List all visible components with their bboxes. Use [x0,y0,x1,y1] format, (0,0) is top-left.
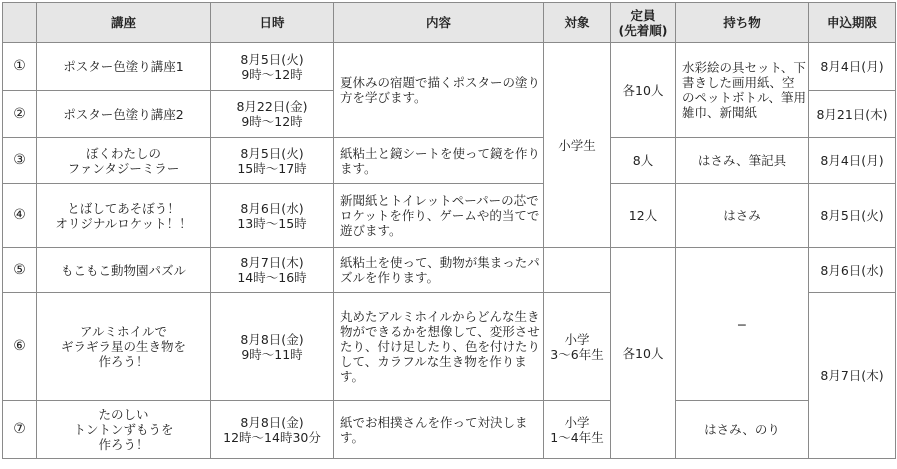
header-content: 内容 [334,3,544,43]
row-number: ⑤ [3,248,37,293]
course-deadline: 8月6日(水) [809,248,896,293]
course-target: 小学 1〜4年生 [544,401,611,459]
course-name: たのしい トントンずもうを 作ろう！ [37,401,211,459]
course-content: 夏休みの宿題で描くポスターの塗り方を学びます。 [334,43,544,138]
course-datetime: 8月8日(金) 9時〜11時 [211,293,334,401]
row-number: ④ [3,184,37,248]
course-content: 紙でお相撲さんを作って対決します。 [334,401,544,459]
row-number: ⑦ [3,401,37,459]
course-items: − [676,248,809,401]
course-name: とばしてあそぼう！ オリジナルロケット！！ [37,184,211,248]
course-capacity: 各10人 [611,43,676,138]
course-content: 丸めたアルミホイルからどんな生き物ができるかを想像して、変形させたり、付け足したり、色を付けたりして、カラフルな生き物を作ります。 [334,293,544,401]
header-no [3,3,37,43]
course-name: ポスター色塗り講座1 [37,43,211,91]
header-datetime: 日時 [211,3,334,43]
course-target-blank [544,248,611,293]
course-content: 紙粘土と鏡シートを使って鏡を作ります。 [334,138,544,184]
course-datetime: 8月6日(水) 13時〜15時 [211,184,334,248]
course-deadline: 8月4日(月) [809,138,896,184]
course-target: 小学 3〜6年生 [544,293,611,401]
table-row [3,401,896,459]
course-capacity: 8人 [611,138,676,184]
course-datetime: 8月5日(火) 15時〜17時 [211,138,334,184]
course-datetime: 8月5日(火) 9時〜12時 [211,43,334,91]
row-number: ① [3,43,37,91]
table-row [3,248,896,293]
header-capacity: 定員 (先着順) [611,3,676,43]
course-capacity: 12人 [611,184,676,248]
course-datetime: 8月22日(金) 9時〜12時 [211,91,334,138]
course-items: 水彩絵の具セット、下書きした画用紙、空のペットボトル、筆用雑巾、新聞紙 [676,43,809,138]
table-row [3,43,896,91]
row-number: ② [3,91,37,138]
course-name: ぼくわたしの ファンタジーミラー [37,138,211,184]
course-datetime: 8月8日(金) 12時〜14時30分 [211,401,334,459]
header-target: 対象 [544,3,611,43]
row-number: ③ [3,138,37,184]
table-row [3,184,896,248]
course-items: はさみ、のり [676,401,809,459]
header-course: 講座 [37,3,211,43]
course-name: アルミホイルで ギラギラ星の生き物を 作ろう！ [37,293,211,401]
course-deadline: 8月21日(木) [809,91,896,138]
course-datetime: 8月7日(木) 14時〜16時 [211,248,334,293]
course-deadline: 8月4日(月) [809,43,896,91]
course-deadline: 8月5日(火) [809,184,896,248]
course-target: 小学生 [544,43,611,248]
course-name: ポスター色塗り講座2 [37,91,211,138]
course-items: はさみ、筆記具 [676,138,809,184]
course-schedule-table [2,2,896,459]
course-capacity: 各10人 [611,248,676,459]
header-row [3,3,896,43]
header-items: 持ち物 [676,3,809,43]
table-row [3,138,896,184]
course-content: 新聞紙とトイレットペーパーの芯でロケットを作り、ゲームや的当てで遊びます。 [334,184,544,248]
course-name: もこもこ動物園パズル [37,248,211,293]
row-number: ⑥ [3,293,37,401]
course-deadline: 8月7日(木) [809,293,896,459]
course-content: 紙粘土を使って、動物が集まったパズルを作ります。 [334,248,544,293]
course-items: はさみ [676,184,809,248]
header-deadline: 申込期限 [809,3,896,43]
